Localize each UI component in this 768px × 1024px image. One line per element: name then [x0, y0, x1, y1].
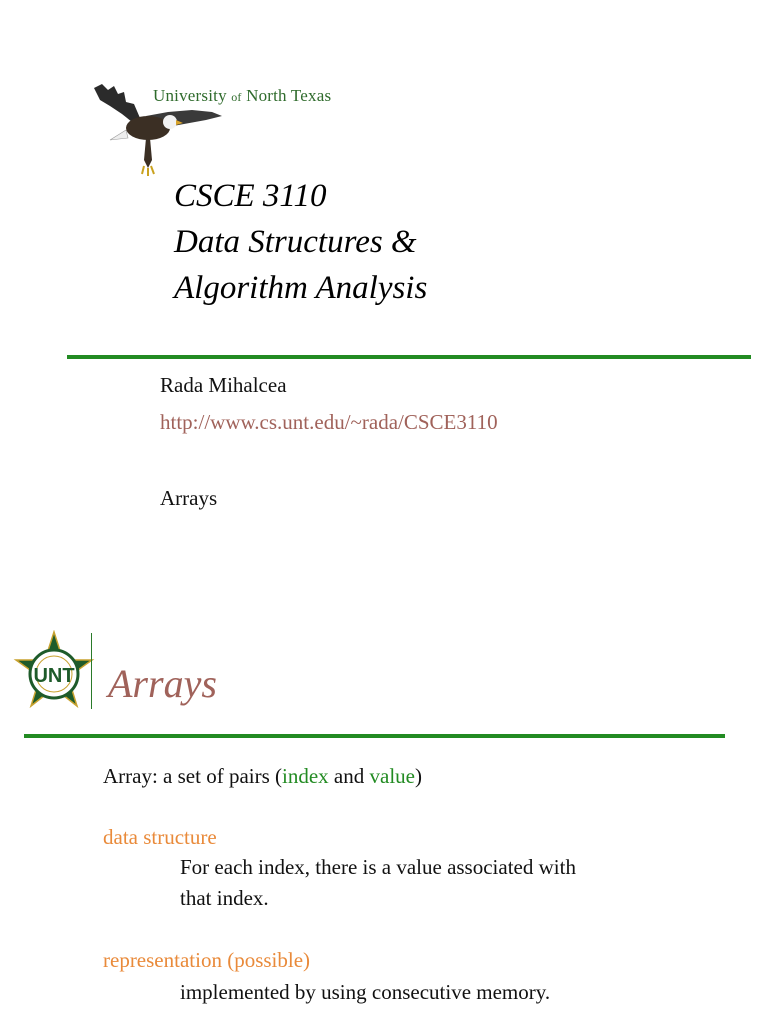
term-index: index	[282, 764, 329, 788]
definition-prefix: Array: a set of pairs (	[103, 764, 283, 788]
unt-logo-text: UNT	[33, 665, 75, 687]
course-name-line2: Algorithm Analysis	[174, 270, 428, 306]
representation-body-line1: implemented by using consecutive memory.	[180, 980, 551, 1004]
definition-and: and	[328, 764, 370, 788]
university-word: University	[153, 86, 227, 105]
of-word: of	[231, 90, 242, 104]
slide-title-divider	[24, 734, 725, 738]
unt-star-logo-icon	[10, 630, 98, 716]
course-name-line1: Data Structures &	[174, 224, 417, 260]
data-structure-body-line2: that index.	[180, 886, 269, 910]
university-logo-text	[153, 86, 331, 106]
slide-title: Arrays	[108, 661, 217, 706]
author-name: Rada Mihalcea	[160, 373, 287, 397]
definition-suffix: )	[414, 764, 422, 788]
logo-divider	[91, 633, 92, 709]
array-definition	[103, 764, 422, 789]
course-url-link[interactable]: http://www.cs.unt.edu/~rada/CSCE3110	[160, 410, 498, 434]
north-texas-word: North Texas	[246, 86, 332, 105]
heading-data-structure: data structure	[103, 825, 217, 849]
heading-representation: representation (possible)	[103, 948, 311, 972]
term-value: value	[369, 764, 415, 788]
data-structure-body-line1: For each index, there is a value associated with	[180, 855, 576, 879]
course-code-title: CSCE 3110	[174, 178, 327, 214]
topic-label: Arrays	[160, 486, 218, 510]
title-divider	[67, 355, 751, 359]
